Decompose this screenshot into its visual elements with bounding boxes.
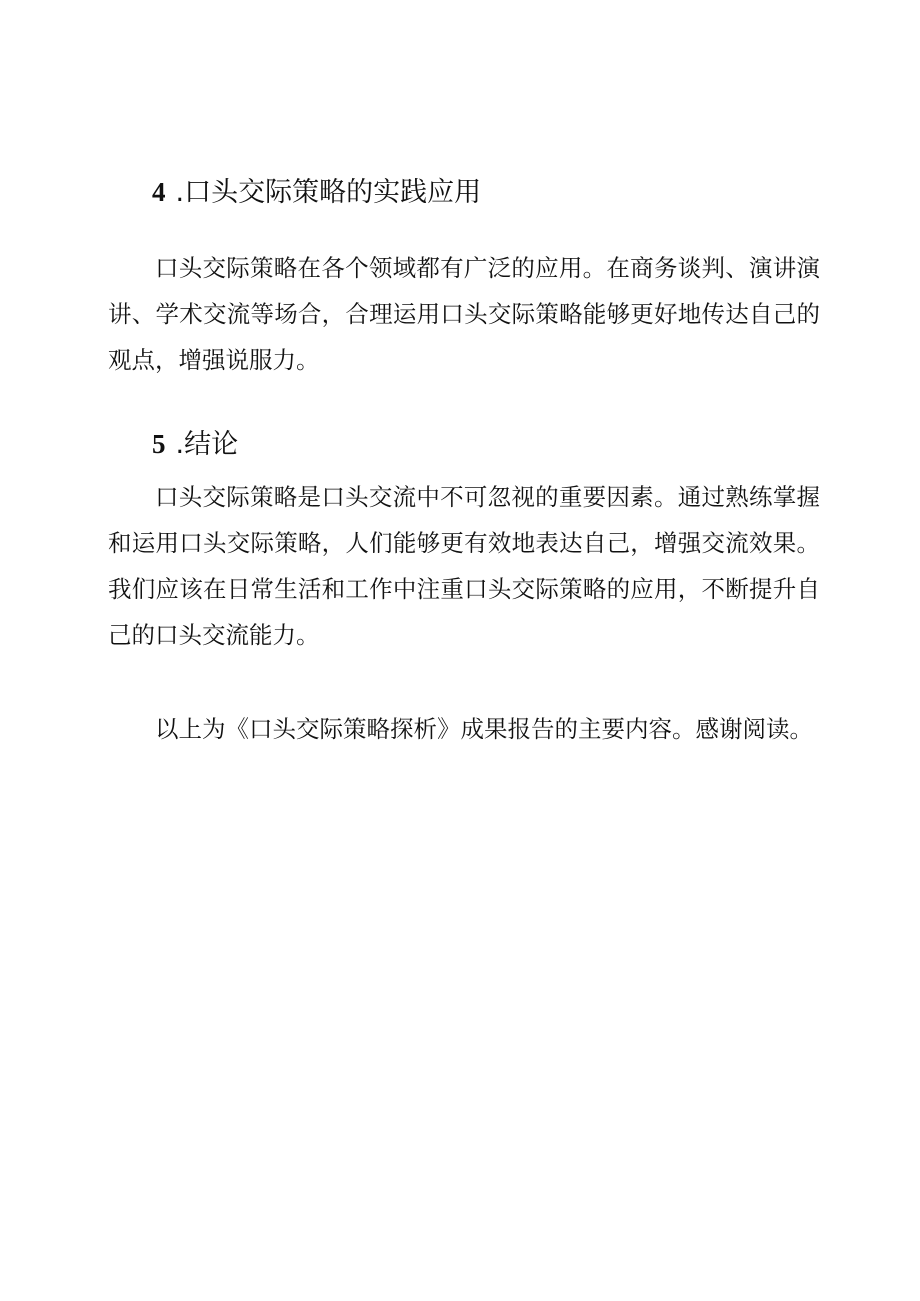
section-5-heading <box>152 427 238 462</box>
closing-paragraph: 以上为《口头交际策略探析》成果报告的主要内容。感谢阅读。 <box>155 715 813 743</box>
section-4-number: 4 <box>152 177 166 207</box>
section-5-number: 5 <box>152 429 166 459</box>
section-4-paragraph: 口头交际策略在各个领域都有广泛的应用。在商务谈判、演讲演讲、学术交流等场合，合理运用口头交际策略能够更好地传达自己的观点，增强说服力。 <box>108 254 820 374</box>
section-5-paragraph: 口头交际策略是口头交流中不可忽视的重要因素。通过熟练掌握和运用口头交际策略，人们能够更有效地表达自己，增强交流效果。我们应该在日常生活和工作中注重口头交际策略的应用，不断提升自己的口头交流能力。 <box>108 483 820 649</box>
section-4-heading <box>152 175 481 210</box>
section-5-title: .结论 <box>175 429 239 460</box>
section-4-title: .口头交际策略的实践应用 <box>175 177 482 208</box>
